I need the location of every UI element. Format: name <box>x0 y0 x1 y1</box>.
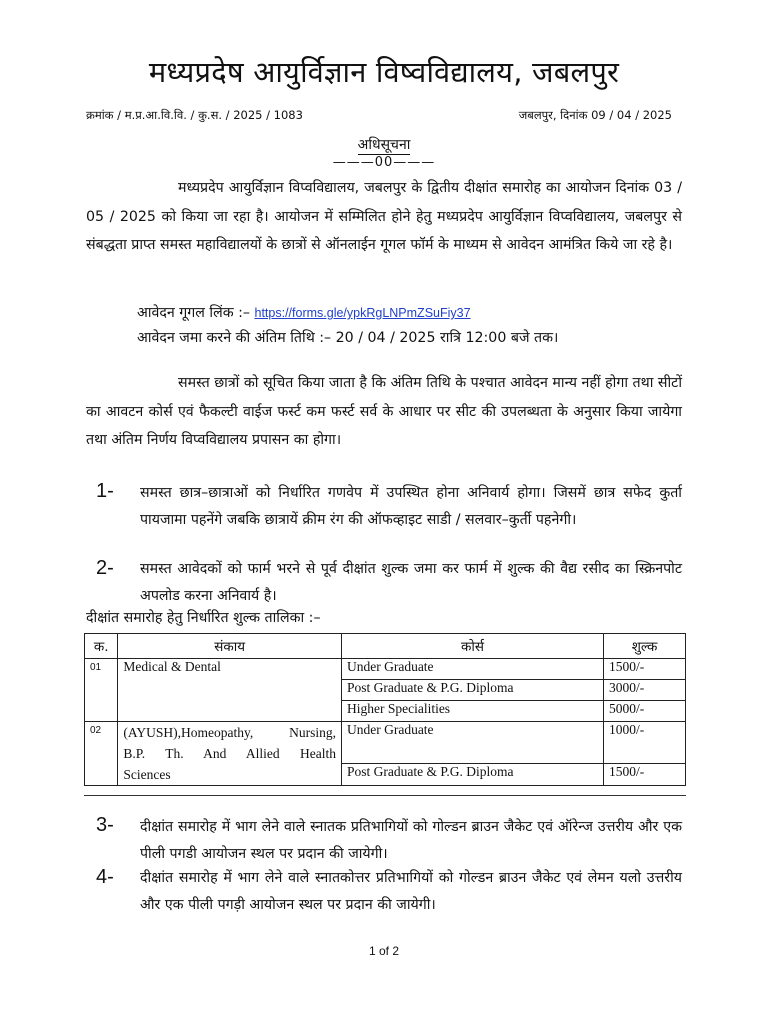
google-form-link[interactable]: https://forms.gle/ypkRgLNPmZSuFiy37 <box>254 306 471 320</box>
notice-heading <box>0 135 768 154</box>
item-text: दीक्षांत समारोह में भाग लेने वाले स्नातकोत्तर प्रतिभागियों को गोल्डन ब्राउन जैकेट एवं लेमन यलो उत्तरीय और एक पीली पगड़ी आयोजन स्थल पर प्रदान की जायेगी। <box>140 870 682 913</box>
faculty-line: Sciences <box>123 767 171 782</box>
course-cell: Under Graduate <box>341 659 603 680</box>
course-cell: Post Graduate & P.G. Diploma <box>341 680 603 701</box>
serial-cell: 02 <box>85 722 118 786</box>
place-date: जबलपुर, दिनांक 09 / 04 / 2025 <box>518 108 672 122</box>
item-number: 1- <box>96 480 114 502</box>
fee-table-caption: दीक्षांत समारोह हेतु निर्धारित शुल्क तालिका :– <box>86 610 321 626</box>
reference-number: क्रमांक / म.प्र.आ.वि.वि. / कु.स. / 2025 / 1083 <box>86 108 303 122</box>
page-number: 1 of 2 <box>368 944 400 958</box>
notice-heading-text: अधिसूचना <box>357 137 411 153</box>
faculty-line: B.P. Th. And Allied Health <box>123 746 336 761</box>
intro-paragraph-text: मध्यप्रदेप आयुर्विज्ञान विप्वविद्यालय, जबलपुर के द्वितीय दीक्षांत समारोह का आयोजन दिनांक 03 / 05 / 2025 को किया जा रहा है। आयोजन में सम्मिलित होने हेतु मध्यप्रदेप आयुर्विज्ञान विप्वविद्यालय, जबलपुर से संबद्धता प्राप्त समस्त महाविद्यालयों के छात्रों से ऑनलाईन गूगल फॉर्म के माध्यम से आवेदन आमंत्रित किये जा रहे है। <box>86 180 682 253</box>
course-cell: Under Graduate <box>341 722 603 764</box>
application-deadline: आवेदन जमा करने की अंतिम तिथि :– 20 / 04 / 2025 रात्रि 12:00 बजे तक। <box>137 330 559 346</box>
faculty-line: (AYUSH),Homeopathy, Nursing, <box>123 725 336 740</box>
item-number: 2- <box>96 557 114 579</box>
table-bottom-rule <box>84 795 686 796</box>
course-cell: Post Graduate & P.G. Diploma <box>341 764 603 786</box>
fee-cell: 5000/- <box>604 701 686 722</box>
application-link-line <box>137 303 471 322</box>
application-link-label: आवेदन गूगल लिंक :– <box>137 305 255 321</box>
header-serial: क. <box>85 634 118 659</box>
header-course: कोर्स <box>341 634 603 659</box>
header-faculty: संकाय <box>118 634 342 659</box>
fee-cell: 1500/- <box>604 659 686 680</box>
item-number: 3- <box>96 814 114 836</box>
item-text: समस्त आवेदकों को फार्म भरने से पूर्व दीक्षांत शुल्क जमा कर फार्म में शुल्क की वैद्य रसीद का स्क्रिनपोट अपलोड करना अनिवार्य है। <box>140 561 682 604</box>
fee-cell: 1000/- <box>604 722 686 764</box>
notice-separator: ———00——— <box>332 155 436 170</box>
fee-cell: 3000/- <box>604 680 686 701</box>
fee-table-header-row <box>85 634 686 659</box>
serial-cell: 01 <box>85 659 118 722</box>
instructions-paragraph-text: समस्त छात्रों को सूचित किया जाता है कि अंतिम तिथि के पश्चात आवेदन मान्य नहीं होगा तथा सीटों का आवटन कोर्स एवं फैकल्टी वाईज फर्स्ट कम फर्स्ट सर्व के आधार पर सीट की उपलब्धता के अनुसार किया जायेगा तथा अंतिम निर्णय विप्वविद्यालय प्रपासन का होगा। <box>86 375 682 448</box>
fee-cell: 1500/- <box>604 764 686 786</box>
university-title: मध्यप्रदेष आयुर्विज्ञान विष्वविद्यालय, जबलपुर <box>148 55 620 89</box>
item-number: 4- <box>96 866 114 888</box>
table-row <box>85 659 686 680</box>
header-fee: शुल्क <box>604 634 686 659</box>
fee-table <box>84 633 686 786</box>
faculty-cell: Medical & Dental <box>118 659 342 722</box>
table-row <box>85 722 686 764</box>
faculty-cell <box>118 722 342 786</box>
intro-paragraph <box>86 174 682 260</box>
item-text: दीक्षांत समारोह में भाग लेने वाले स्नातक प्रतिभागियों को गोल्डन ब्राउन जैकेट एवं ऑरेन्ज उत्तरीय और एक पीली पगडी आयोजन स्थल पर प्रदान की जायेगी। <box>140 819 682 862</box>
item-text: समस्त छात्र–छात्राओं को निर्धारित गणवेप में उपस्थित होना अनिवार्य होगा। जिसमें छात्र सफेद कुर्ता पायजामा पहनेंगे जबकि छात्रायें क्रीम रंग की ऑफव्हाइट साडी / सलवार–कुर्ती पहनेगी। <box>140 485 682 528</box>
course-cell: Higher Specialities <box>341 701 603 722</box>
instructions-paragraph <box>86 369 682 455</box>
